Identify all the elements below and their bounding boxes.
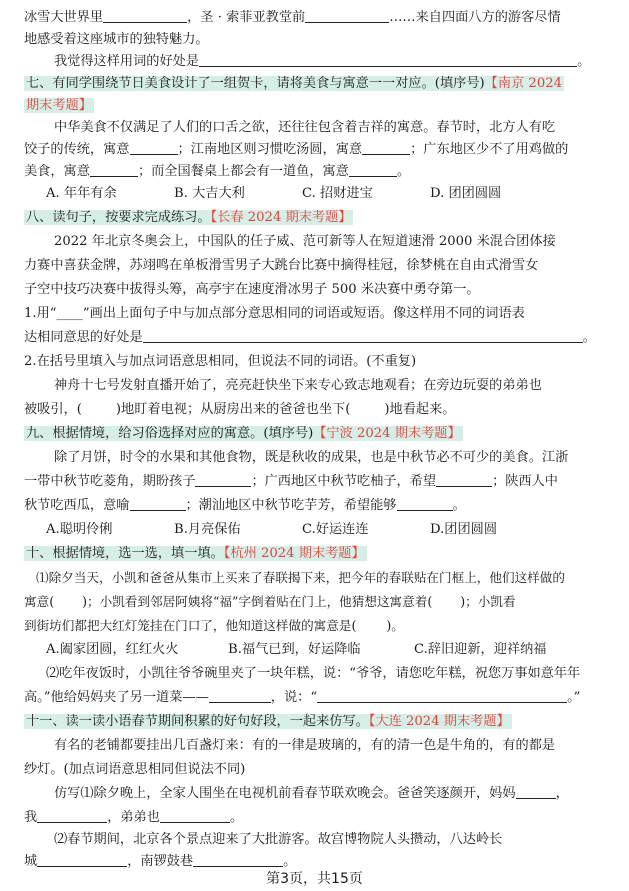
intro-line-3: 我觉得这样用词的好处是 。 xyxy=(54,50,608,74)
s10-options xyxy=(46,638,608,662)
s8-para-3: 子空中技巧决赛中拔得头筹，高亭宇在速度滑冰男子 500 米决赛中勇夺第一。 xyxy=(24,282,480,297)
s8-para-1: 2022 年北京冬奥会上，中国队的任子威、范可新等人在短道速滑 2000 米混合团体接 xyxy=(54,234,556,249)
s8-para-5: 被吸引，( )地盯着电视；从厨房出来的爸爸也坐下( )地看起来。 xyxy=(24,402,456,417)
option-d: D.团团圆圆 xyxy=(430,522,498,537)
answer-blank[interactable] xyxy=(317,687,567,703)
option-a: A.阖家团圆，红红火火 xyxy=(46,642,179,657)
option-c: C.好运连连 xyxy=(302,522,369,537)
answer-blank[interactable] xyxy=(160,807,230,823)
line-text: ，说：“ xyxy=(270,690,318,705)
s10-para-5-visible xyxy=(24,686,608,710)
s8-question-1: 1.用“____”画出上面句子中与加点部分意思相同的词语或短语。像这样用不同的词语表 xyxy=(24,306,525,321)
s8-question-2: 2.在括号里填入与加点词语意思相同，但说法不同的词语。(不重复) xyxy=(24,354,417,369)
answer-blank[interactable] xyxy=(130,139,178,155)
answer-blank[interactable] xyxy=(199,51,577,67)
s7-para-1: 中华美食不仅满足了人们的口舌之欲，还往往包含着吉祥的寓意。春节时，北方人有吃 xyxy=(54,120,556,135)
answer-blank[interactable] xyxy=(193,851,283,867)
section-9-title: 九、根据情境，给习俗选择对应的寓意。(填序号)【宁波 2024 期末考题】 xyxy=(26,426,461,441)
section-8-title: 八、读句子，按要求完成练习。【长春 2024 期末考题】 xyxy=(26,210,352,225)
s9-para-3: 秋节吃西瓜，意喻 ；潮汕地区中秋节吃芋芳，希望能够 。 xyxy=(24,494,608,518)
line-text: 。 xyxy=(229,810,244,825)
line-text: ⑵吃年夜饭时，小凯往爷爷碗里夹了一块年糕，说：“爷爷，请您吃年糕，祝您万事如意年年 xyxy=(46,666,581,681)
s8-para-2: 力赛中喜获金牌，苏翊鸣在单板滑雪男子大跳台比赛中摘得桂冠，徐梦桃在自由式滑雪女 xyxy=(24,258,539,273)
line-text: 我 xyxy=(24,810,38,825)
answer-blank[interactable] xyxy=(37,851,127,867)
line-text: ⑵春节期间，北京各个景点迎来了大批游客。故宫博物院人头攒动，八达岭长 xyxy=(54,832,503,847)
s8-para-4: 神舟十七号发射直播开始了，亮亮赶快坐下来专心致志地观看；在旁边玩耍的弟弟也 xyxy=(54,378,542,393)
option-c: C.辞旧迎新，迎祥纳福 xyxy=(414,642,547,657)
s9-para-2: 一带中秋节吃菱角，期盼孩子 ；广西地区中秋节吃柚子，希望 ；陕西人中 xyxy=(24,470,608,494)
answer-blank[interactable] xyxy=(516,783,556,799)
answer-blank[interactable] xyxy=(349,161,397,177)
section-7-title-cont: 期末考题】 xyxy=(26,98,92,113)
answer-blank[interactable] xyxy=(436,471,492,487)
s8-question-1-cont: 达相同意思的好处是 。 xyxy=(24,326,608,350)
s11-para-3: 仿写⑴除夕晚上，全家人围坐在电视机前看春节联欢晚会。爸爸笑逐颜开，妈妈 ， xyxy=(54,782,608,806)
answer-blank[interactable] xyxy=(37,807,107,823)
answer-blank[interactable] xyxy=(362,139,410,155)
answer-blank[interactable] xyxy=(130,495,186,511)
line-text: ，南锣鼓巷 xyxy=(127,854,194,869)
option-b: B. 大吉大利 xyxy=(174,186,245,201)
s7-para-3: 美食，寓意 ；而全国餐桌上都会有一道鱼，寓意 。 xyxy=(24,160,608,184)
s10-para-3: 到街坊们都把大红灯笼挂在门口了，他知道这样做的寓意是( )。 xyxy=(24,618,404,633)
intro-line-1: 冰雪大世界里 ，圣 · 索菲亚教堂前 ……来自四面八方的游客尽情 xyxy=(24,6,608,30)
answer-blank[interactable] xyxy=(209,687,271,703)
s11-para-1: 有名的老铺都要挂出几百盏灯来：有的一律是玻璃的，有的清一色是牛角的，有的都是 xyxy=(54,738,556,753)
section-7-title: 七、有同学围绕节日美食设计了一组贺卡，请将美食与寓意一一对应。(填序号)【南京 2024 xyxy=(26,76,562,91)
answer-blank[interactable] xyxy=(90,161,138,177)
option-b: B.福气已到，好运降临 xyxy=(228,642,361,657)
section-11-title: 十一、读一读小语春节期间积累的好句好段，一起来仿写。【大连 2024 期末考题】 xyxy=(26,714,510,729)
line-text: 。” xyxy=(567,690,581,705)
line-text: ，弟弟也 xyxy=(107,810,160,825)
s11-para-6 xyxy=(24,850,424,874)
option-c: C. 招财进宝 xyxy=(302,186,373,201)
section-10-title: 十、根据情境，选一选，填一填。【杭州 2024 期末考题】 xyxy=(26,546,365,561)
intro-line-2: 地感受着这座城市的独特魅力。 xyxy=(24,32,209,47)
s10-para-2: 寓意( )；小凯看到邻居阿姨将“福”字倒着贴在门上，他猜想这寓意着( )；小凯看 xyxy=(24,594,516,609)
s10-para-4-visible xyxy=(46,662,608,686)
line-text: 。 xyxy=(283,854,297,869)
answer-blank[interactable] xyxy=(397,495,453,511)
s11-para-2: 纱灯。(加点词语意思相同但说法不同) xyxy=(24,762,246,777)
s11-para-5 xyxy=(54,828,608,852)
s9-options xyxy=(46,518,608,542)
s10-para-1: ⑴除夕当天，小凯和爸爸从集市上买来了春联揭下来，把今年的春联贴在门框上，他们这样做的 xyxy=(36,570,565,585)
option-b: B.月亮保佑 xyxy=(174,522,241,537)
page-footer: 第3页，共15页 xyxy=(266,871,363,887)
option-a: A.聪明伶俐 xyxy=(46,522,113,537)
option-a: A. 年年有余 xyxy=(46,186,117,201)
line-text: 城 xyxy=(24,854,38,869)
s7-options xyxy=(46,182,608,206)
answer-blank[interactable] xyxy=(103,7,187,23)
s7-para-2: 饺子的传统，寓意 ；江南地区则习惯吃汤圆，寓意 ；广东地区少不了用鸡做的 xyxy=(24,138,608,162)
answer-blank[interactable] xyxy=(195,471,251,487)
s11-para-4 xyxy=(24,806,608,830)
line-text: 高。”他给妈妈夹了另一道菜—— xyxy=(24,690,209,705)
option-d: D. 团团圆圆 xyxy=(430,186,502,201)
s9-para-1: 除了月饼，时令的水果和其他食物，既是秋收的成果，也是中秋节必不可少的美食。江浙 xyxy=(54,450,569,465)
answer-blank[interactable] xyxy=(143,327,583,343)
answer-blank[interactable] xyxy=(305,7,389,23)
